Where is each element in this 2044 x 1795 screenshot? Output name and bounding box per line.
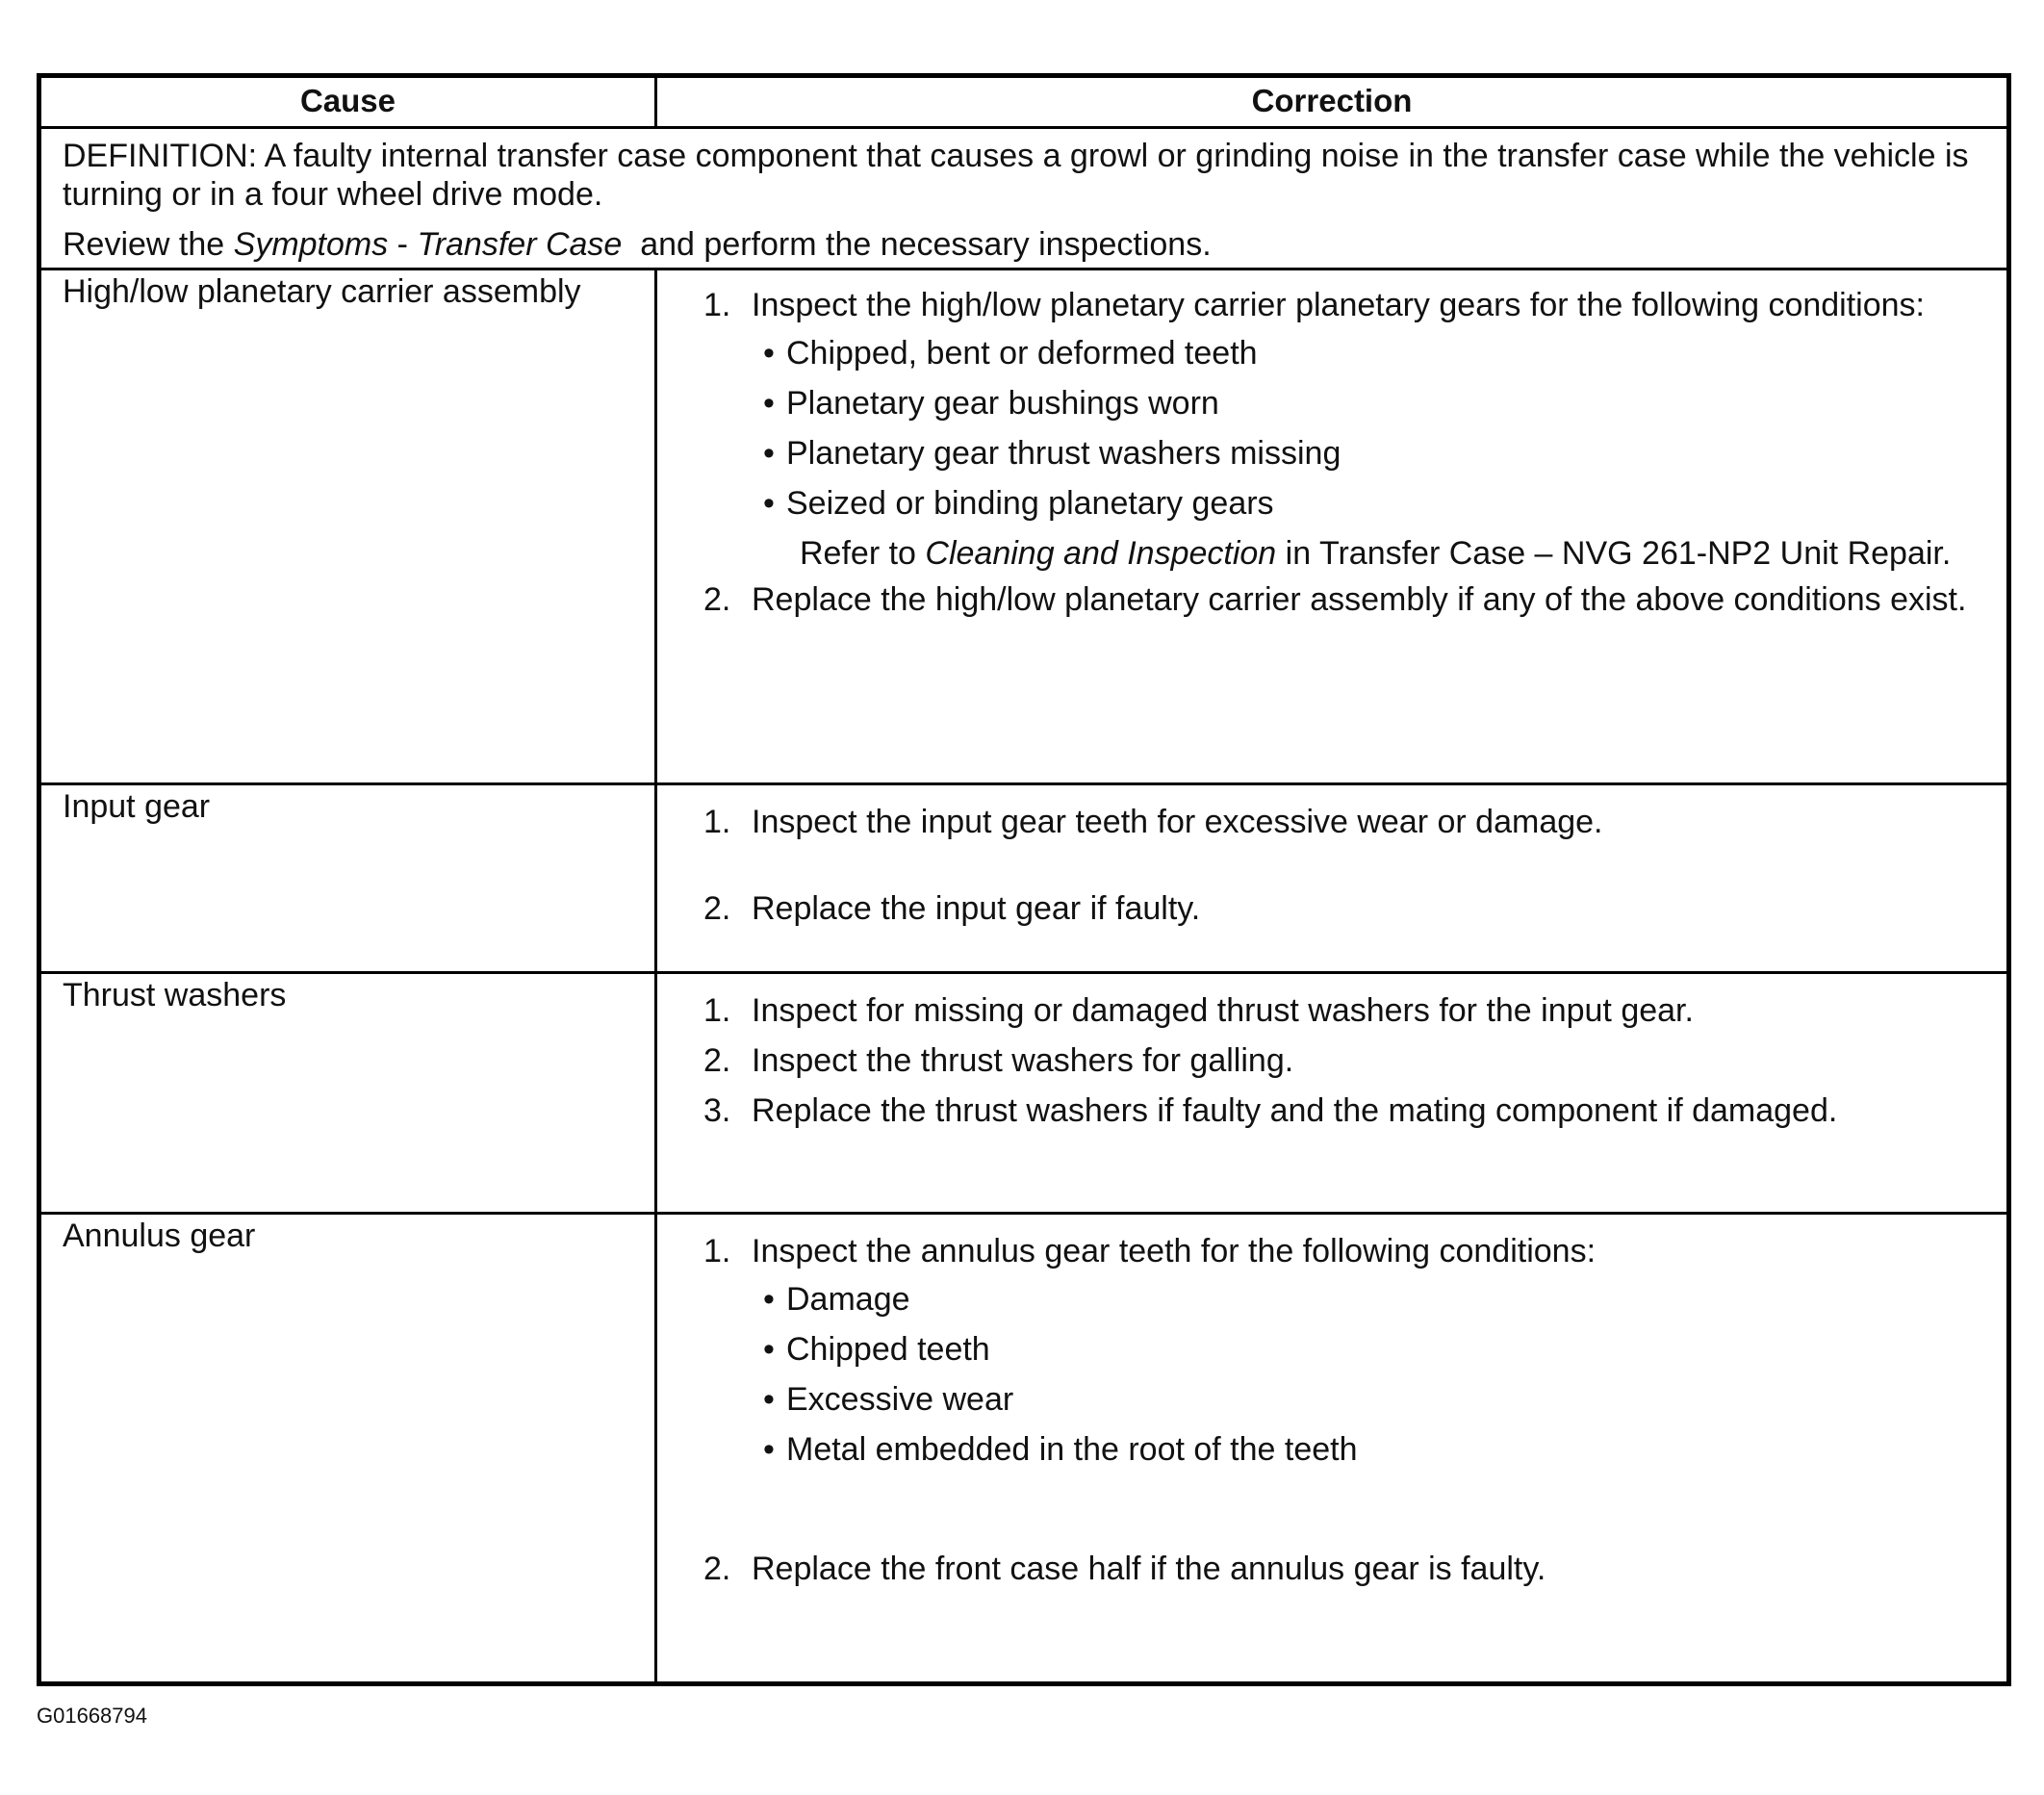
condition-text: Planetary gear thrust washers missing xyxy=(786,435,1341,472)
step-number: 2. xyxy=(703,890,731,927)
step-text: Replace the input gear if faulty. xyxy=(752,890,1201,927)
list-item xyxy=(752,384,1968,423)
step-item xyxy=(703,1091,1968,1130)
condition-text: Seized or binding planetary gears xyxy=(786,485,1274,522)
list-item xyxy=(752,1330,1968,1369)
definition-block xyxy=(41,129,2006,270)
refer-note xyxy=(800,534,1968,573)
header-correction: Correction xyxy=(657,78,2006,129)
refer-prefix: Refer to xyxy=(800,535,926,572)
refer-suffix: in Transfer Case – NVG 261-NP2 Unit Repair. xyxy=(1276,535,1952,572)
list-item xyxy=(752,334,1968,372)
step-item xyxy=(703,286,1968,324)
review-prefix: Review the xyxy=(63,226,234,263)
correction-cell-planetary-carrier xyxy=(657,270,2006,785)
step-text: Replace the high/low planetary carrier assembly if any of the above conditions exist. xyxy=(752,581,1967,618)
step-number: 1. xyxy=(703,992,731,1029)
cause-cell-annulus-gear: Annulus gear xyxy=(41,1215,657,1681)
step-text: Replace the thrust washers if faulty and the mating component if damaged. xyxy=(752,1092,1838,1129)
bullet-icon: • xyxy=(763,1381,775,1418)
conditions-list xyxy=(752,334,1968,523)
condition-text: Damage xyxy=(786,1281,910,1318)
bullet-icon: • xyxy=(763,435,775,472)
correction-cell-thrust-washers xyxy=(657,974,2006,1215)
step-item xyxy=(703,1232,1968,1270)
step-item xyxy=(703,1550,1968,1588)
correction-cell-input-gear xyxy=(657,785,2006,974)
review-suffix: and perform the necessary inspections. xyxy=(622,226,1212,263)
bullet-icon: • xyxy=(763,485,775,522)
step-item xyxy=(703,889,1968,928)
bullet-icon: • xyxy=(763,335,775,372)
bullet-icon: • xyxy=(763,1331,775,1368)
condition-text: Planetary gear bushings worn xyxy=(786,385,1219,422)
list-item xyxy=(752,1430,1968,1469)
header-cause: Cause xyxy=(41,78,657,129)
bullet-icon: • xyxy=(763,1281,775,1318)
step-number: 2. xyxy=(703,1551,731,1587)
step-text: Inspect the thrust washers for galling. xyxy=(752,1042,1294,1079)
definition-text: DEFINITION: A faulty internal transfer case component that causes a growl or grinding noise in the transfer case while the vehicle is turning or in a four wheel drive mode. xyxy=(63,138,1969,213)
step-number: 1. xyxy=(703,1233,731,1269)
step-item xyxy=(703,991,1968,1030)
step-item xyxy=(703,803,1968,841)
review-separator: - xyxy=(388,226,418,263)
cause-correction-table xyxy=(37,73,2011,1686)
step-item xyxy=(703,1041,1968,1080)
condition-text: Metal embedded in the root of the teeth xyxy=(786,1431,1358,1468)
cleaning-inspection-reference: Cleaning and Inspection xyxy=(925,535,1277,572)
list-item xyxy=(752,1380,1968,1419)
step-number: 1. xyxy=(703,287,731,323)
bullet-icon: • xyxy=(763,385,775,422)
step-item xyxy=(703,580,1968,619)
list-item xyxy=(752,434,1968,473)
correction-cell-annulus-gear xyxy=(657,1215,2006,1681)
step-text: Inspect the high/low planetary carrier planetary gears for the following conditions: xyxy=(752,287,1926,323)
conditions-list xyxy=(752,1280,1968,1469)
cause-cell-input-gear: Input gear xyxy=(41,785,657,974)
step-text: Replace the front case half if the annulus gear is faulty. xyxy=(752,1551,1546,1587)
step-number: 2. xyxy=(703,581,731,618)
bullet-icon: • xyxy=(763,1431,775,1468)
transfer-case-reference: Transfer Case xyxy=(417,226,623,263)
review-line xyxy=(63,225,1985,264)
condition-text: Chipped teeth xyxy=(786,1331,990,1368)
symptoms-reference: Symptoms xyxy=(233,226,389,263)
step-text: Inspect for missing or damaged thrust washers for the input gear. xyxy=(752,992,1694,1029)
step-text: Inspect the input gear teeth for excessive wear or damage. xyxy=(752,804,1603,840)
step-text: Inspect the annulus gear teeth for the following conditions: xyxy=(752,1233,1597,1269)
cause-cell-planetary-carrier: High/low planetary carrier assembly xyxy=(41,270,657,785)
cause-cell-thrust-washers: Thrust washers xyxy=(41,974,657,1215)
step-number: 2. xyxy=(703,1042,731,1079)
step-number: 3. xyxy=(703,1092,731,1129)
step-number: 1. xyxy=(703,804,731,840)
condition-text: Chipped, bent or deformed teeth xyxy=(786,335,1258,372)
list-item xyxy=(752,1280,1968,1319)
list-item xyxy=(752,484,1968,523)
condition-text: Excessive wear xyxy=(786,1381,1014,1418)
figure-code: G01668794 xyxy=(37,1704,147,1728)
